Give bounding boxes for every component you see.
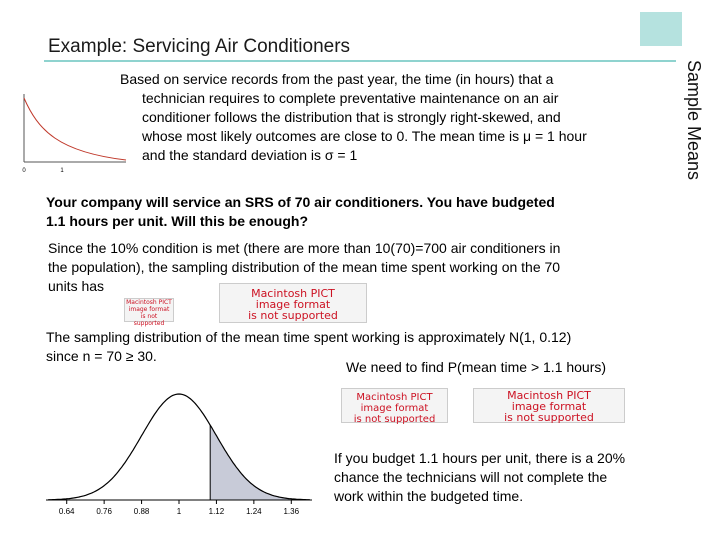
probability-goal: We need to find P(mean time > 1.1 hours) <box>346 359 607 375</box>
question-line: 1.1 hours per unit. Will this be enough? <box>46 213 308 229</box>
question-line: Your company will service an SRS of 70 air conditioners. You have budgeted <box>46 194 555 210</box>
normal-tick-label: 1.12 <box>208 507 225 516</box>
intro-line: and the standard deviation is σ = 1 <box>142 147 358 163</box>
normal-tick-label: 1 <box>176 507 182 516</box>
placeholder-text: image format <box>255 298 331 311</box>
normal-tick-label: 0.64 <box>58 507 75 516</box>
unsupported-image-placeholder <box>341 388 448 423</box>
intro-line: conditioner follows the distribution that is strongly right-skewed, and <box>142 109 561 125</box>
conclusion-paragraph <box>334 449 674 506</box>
side-label-text: Sample Means <box>684 60 704 181</box>
placeholder-text: is not supported <box>504 411 594 424</box>
normal-tick-label: 1.24 <box>246 507 262 516</box>
corner-accent-block <box>640 12 682 46</box>
placeholder-text: Macintosh PICT <box>126 299 172 306</box>
approximation-line: since n = 70 ≥ 30. <box>46 348 157 364</box>
unsupported-image-placeholder <box>124 298 174 327</box>
skewed-curve <box>24 98 126 160</box>
normal-tick-label: 0.76 <box>96 507 112 516</box>
intro-line: Based on service records from the past year, the time (in hours) that a <box>120 71 554 87</box>
normal-tick-label: 1.36 <box>283 507 300 516</box>
placeholder-text: Macintosh PICT <box>251 287 335 300</box>
placeholder-text: is not supported <box>133 313 165 327</box>
skewed-distribution-chart <box>18 90 130 175</box>
intro-line: technician requires to complete preventative maintenance on an air <box>142 90 559 106</box>
placeholder-text: Macintosh PICT <box>507 389 591 402</box>
condition-line: the population), the sampling distribution of the mean time spent working on the 70 <box>48 259 561 275</box>
placeholder-text: image format <box>128 306 170 313</box>
conclusion-line: work within the budgeted time. <box>334 488 524 504</box>
normal-tick-label: 0.88 <box>133 507 150 516</box>
mini-tick-label: 0 <box>22 168 26 174</box>
mini-tick-label: 1 <box>60 168 64 174</box>
placeholder-text: image format <box>360 403 429 414</box>
placeholder-text: Macintosh PICT <box>356 392 433 403</box>
placeholder-text: is not supported <box>353 414 436 425</box>
unsupported-image-placeholder <box>473 388 625 423</box>
placeholder-text: image format <box>511 400 587 413</box>
conclusion-line: chance the technicians will not complete the <box>334 469 608 485</box>
conclusion-line: If you budget 1.1 hours per unit, there is a 20% <box>334 450 626 466</box>
condition-line: Since the 10% condition is met (there are more than 10(70)=700 air conditioners in <box>48 240 561 256</box>
approximation-line: The sampling distribution of the mean time spent working is approximately N(1, 0.12) <box>46 329 572 345</box>
title-divider <box>44 60 676 62</box>
normal-distribution-chart <box>44 370 314 520</box>
intro-paragraph <box>120 70 650 165</box>
intro-line: whose most likely outcomes are close to 0. The mean time is μ = 1 hour <box>142 128 587 144</box>
slide-title: Example: Servicing Air Conditioners <box>48 36 351 57</box>
question-paragraph <box>46 193 646 231</box>
placeholder-text: is not supported <box>248 309 338 322</box>
unsupported-image-placeholder <box>219 283 367 323</box>
condition-line: units has <box>48 278 105 294</box>
